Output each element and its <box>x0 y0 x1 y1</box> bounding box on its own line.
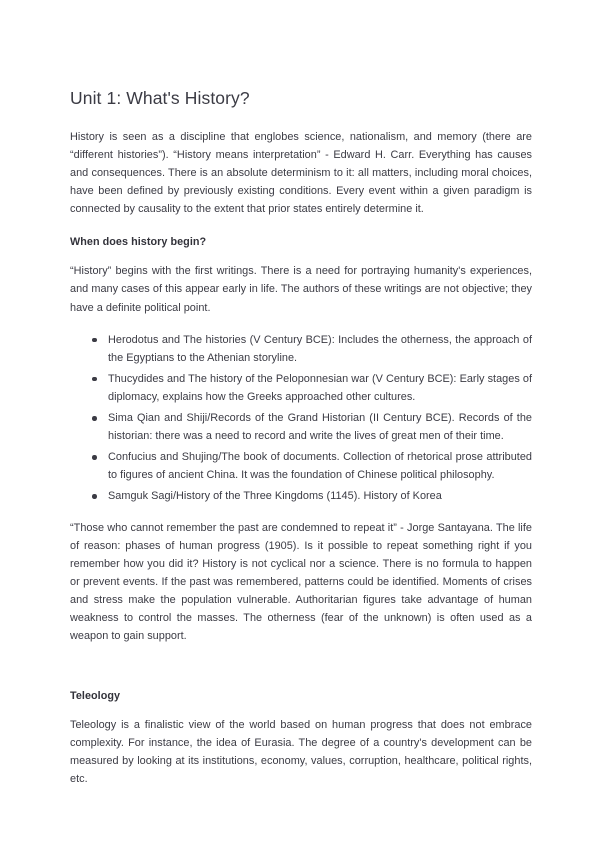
section-paragraph-teleology: Teleology is a finalistic view of the world based on human progress that does not embrace complexity. For instance, the idea of Eurasia. The degree of a country's development can be measured by looking at its institutions, economy, values, corruption, healthcare, political rights, etc. <box>70 719 532 786</box>
historians-bullet-list <box>70 331 532 506</box>
section-paragraph-when-does-history-begin: “History” begins with the first writings. There is a need for portraying humanity's experiences, and many cases of this appear early in life. The authors of these writings are not objective; they have a definite political point. <box>70 265 532 314</box>
list-item: Herodotus and The histories (V Century BCE): Includes the otherness, the approach of the Egyptians to the Athenian storyline. <box>70 331 532 367</box>
section-heading-when-does-history-begin: When does history begin? <box>70 236 207 249</box>
document-content-column <box>70 88 532 789</box>
intro-paragraph: History is seen as a discipline that englobes science, nationalism, and memory (there are “different histories”). “History means interpretation” - Edward H. Carr. Everything has causes and consequences. There is an absolute determinism to it: all matters, including moral choices, have been defined by previously existing conditions. Every event within a given paradigm is connected by causality to the extent that prior states entirely determine it. <box>70 130 532 216</box>
list-item: Sima Qian and Shiji/Records of the Grand Historian (II Century BCE). Records of the historian: there was a need to record and write the lives of great men of their time. <box>70 409 532 445</box>
list-item: Thucydides and The history of the Peloponnesian war (V Century BCE): Early stages of diplomacy, explains how the Greeks approached other cultures. <box>70 370 532 406</box>
list-item: Samguk Sagi/History of the Three Kingdoms (1145). History of Korea <box>70 487 532 505</box>
santayana-quote-paragraph: “Those who cannot remember the past are condemned to repeat it” - Jorge Santayana. The life of reason: phases of human progress (1905). Is it possible to repeat something right if you remember how you did it? History is not cyclical nor a science. There is no formula to happen or prevent events. If the past was remembered, patterns could be identified. Moments of crises and stress make the population vulnerable. Authoritarian figures take advantage of human weakness to control the masses. The otherness (fear of the unknown) is often used as a weapon to gain support. <box>70 521 532 643</box>
section-heading-teleology: Teleology <box>70 690 121 703</box>
list-item: Confucius and Shujing/The book of documents. Collection of rhetorical prose attributed to figures of ancient China. It was the foundation of Chinese political philosophy. <box>70 448 532 484</box>
page-title: Unit 1: What's History? <box>70 88 250 108</box>
